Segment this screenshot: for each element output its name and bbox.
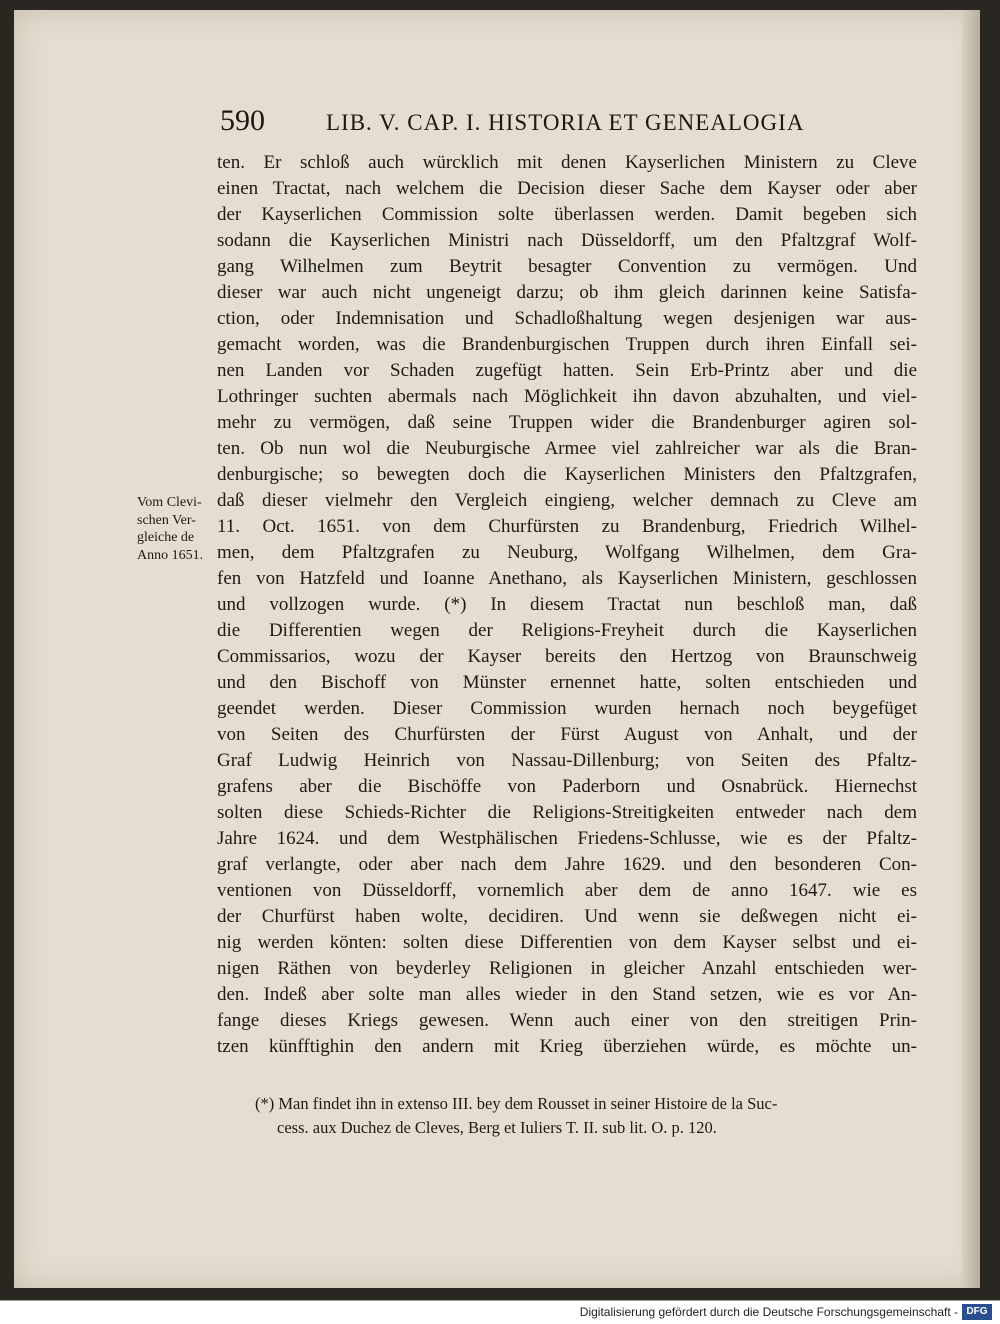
- margin-note: [137, 494, 229, 564]
- text-line: geendet werden. Dieser Commission wurden hernach noch beygefüget: [217, 698, 917, 719]
- text-line: men, dem Pfaltzgrafen zu Neuburg, Wolfgang Wilhelmen, dem Gra-: [217, 542, 917, 563]
- text-line: Commissarios, wozu der Kayser bereits den Hertzog von Braunschweig: [217, 646, 917, 667]
- text-line: sodann die Kayserlichen Ministri nach Düsseldorff, um den Pfaltzgraf Wolf-: [217, 230, 917, 251]
- body-text: [217, 150, 917, 1060]
- text-line: dieser war auch nicht ungeneigt darzu; ob ihm gleich darinnen keine Satisfa-: [217, 282, 917, 303]
- text-line: fange dieses Kriegs gewesen. Wenn auch einer von den streitigen Prin-: [217, 1010, 917, 1031]
- text-line: von Seiten des Churfürsten der Fürst August von Anhalt, und der: [217, 724, 917, 745]
- footnote-line: cess. aux Duchez de Cleves, Berg et Iuliers T. II. sub lit. O. p. 120.: [277, 1118, 717, 1137]
- text-line: denburgische; so bewegten doch die Kayserlichen Ministers den Pfaltzgrafen,: [217, 464, 917, 485]
- margin-note-line: Anno 1651.: [137, 547, 204, 563]
- running-title: LIB. V. CAP. I. HISTORIA ET GENEALOGIA: [326, 110, 805, 135]
- footnote-line: (*) Man findet ihn in extenso III. bey dem Rousset in seiner Histoire de la Suc-: [255, 1094, 778, 1113]
- text-line: Jahre 1624. und dem Westphälischen Friedens-Schlusse, wie es der Pfaltz-: [217, 828, 917, 849]
- text-line: ten. Ob nun wol die Neuburgische Armee viel zahlreicher war als die Bran-: [217, 438, 917, 459]
- page-number: 590: [220, 104, 265, 137]
- footnote: [255, 1092, 935, 1140]
- text-line: Lothringer suchten abermals nach Möglichkeit ihn davon abzuhalten, und viel-: [217, 386, 917, 407]
- margin-note-line: gleiche de: [137, 530, 195, 545]
- text-line: der Churfürst haben wolte, decidiren. Und wenn sie deßwegen nicht ei-: [217, 906, 917, 927]
- text-line: einen Tractat, nach welchem die Decision dieser Sache dem Kayser oder aber: [217, 178, 917, 199]
- text-line: ten. Er schloß auch würcklich mit denen Kayserlichen Ministern zu Cleve: [217, 152, 917, 173]
- text-line: daß dieser vielmehr den Vergleich eingieng, welcher demnach zu Cleve am: [217, 490, 917, 511]
- text-line: Graf Ludwig Heinrich von Nassau-Dillenburg; von Seiten des Pfaltz-: [217, 750, 917, 771]
- margin-note-line: Vom Clevi-: [137, 495, 202, 510]
- text-line: solten diese Schieds-Richter die Religions-Streitigkeiten entweder nach dem: [217, 802, 917, 823]
- text-line: die Differentien wegen der Religions-Freyheit durch die Kayserlichen: [217, 620, 917, 641]
- text-line: gemacht worden, was die Brandenburgischen Truppen durch ihren Einfall sei-: [217, 334, 917, 355]
- text-line: 11. Oct. 1651. von dem Churfürsten zu Brandenburg, Friedrich Wilhel-: [217, 516, 917, 537]
- text-line: ventionen von Düsseldorff, vornemlich aber dem de anno 1647. wie es: [217, 880, 917, 901]
- text-line: fen von Hatzfeld und Ioanne Anethano, als Kayserlichen Ministern, geschlossen: [217, 568, 917, 589]
- text-line: graf verlangte, oder aber nach dem Jahre 1629. und den besonderen Con-: [217, 854, 917, 875]
- footer-bar: [0, 1300, 1000, 1324]
- text-line: tzen künfftighin den andern mit Krieg überziehen würde, es möchte un-: [217, 1036, 917, 1057]
- page-edge: [962, 10, 980, 1288]
- text-line: mehr zu vermögen, daß seine Truppen wider die Brandenburger agiren sol-: [217, 412, 917, 433]
- text-line: nigen Räthen von beyderley Religionen in gleicher Anzahl entschieden wer-: [217, 958, 917, 979]
- text-line: nen Landen vor Schaden zugefügt hatten. Sein Erb-Printz aber und die: [217, 360, 917, 381]
- page-header: [220, 104, 812, 144]
- dfg-logo-icon: DFG: [962, 1304, 992, 1320]
- text-line: den. Indeß aber solte man alles wieder in den Stand setzen, wie es vor An-: [217, 984, 917, 1005]
- text-line: der Kayserlichen Commission solte überlassen werden. Damit begeben sich: [217, 204, 917, 225]
- funding-credit: Digitalisierung gefördert durch die Deutsche Forschungsgemeinschaft -: [579, 1305, 958, 1319]
- margin-note-line: schen Ver-: [137, 512, 196, 528]
- text-line: nig werden könten: solten diese Differentien von dem Kayser selbst und ei-: [217, 932, 917, 953]
- text-line: und den Bischoff von Münster ernennet hatte, solten entschieden und: [217, 672, 917, 693]
- text-line: gang Wilhelmen zum Beytrit besagter Convention zu vermögen. Und: [217, 256, 917, 277]
- text-line: grafens aber die Bischöffe von Paderborn und Osnabrück. Hiernechst: [217, 776, 917, 797]
- text-line: und vollzogen wurde. (*) In diesem Tractat nun beschloß man, daß: [217, 594, 917, 615]
- text-line: ction, oder Indemnisation und Schadloßhaltung wegen desjenigen war aus-: [217, 308, 917, 329]
